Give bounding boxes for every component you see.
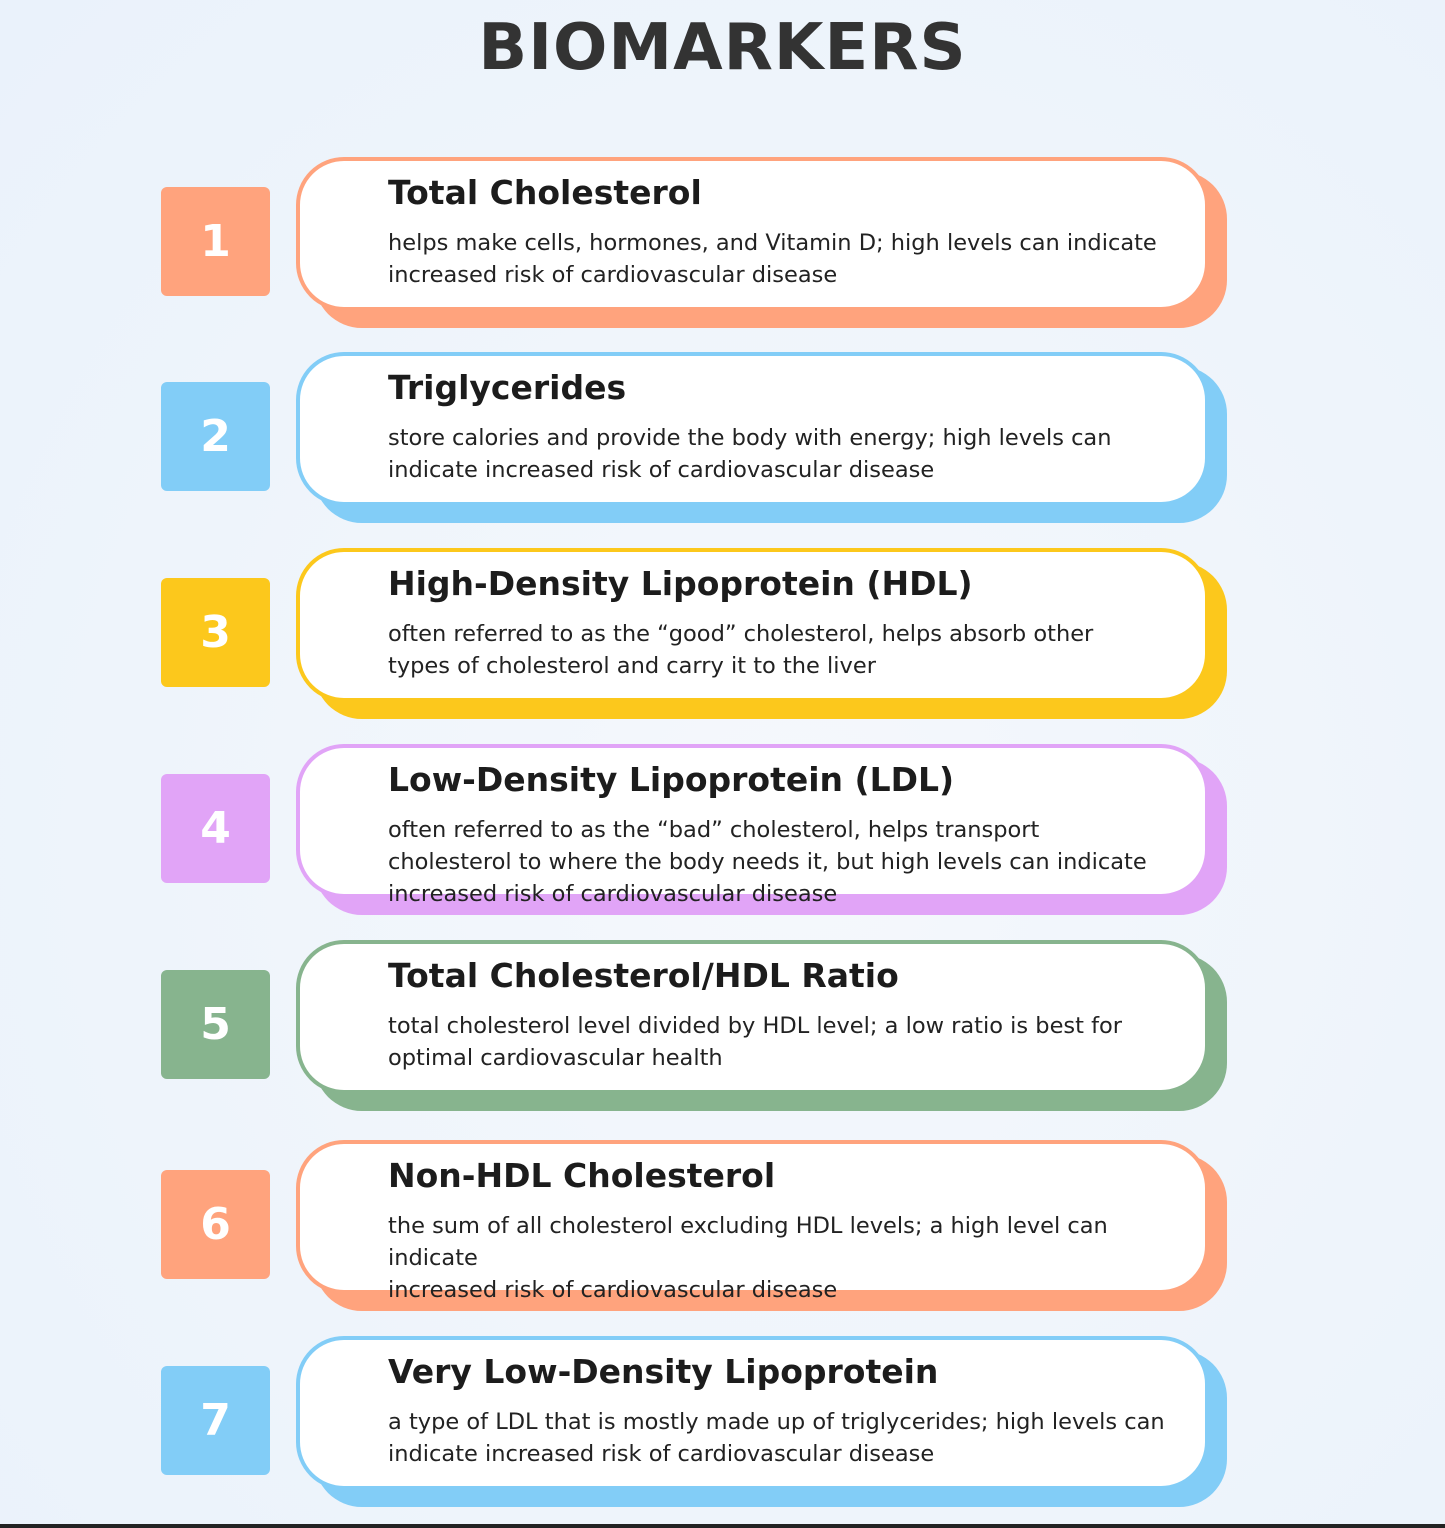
number-badge: 1 — [161, 187, 270, 296]
biomarker-name: Total Cholesterol/HDL Ratio — [388, 956, 899, 995]
biomarker-name: High-Density Lipoprotein (HDL) — [388, 564, 973, 603]
number-badge: 4 — [161, 774, 270, 883]
biomarker-description: often referred to as the “bad” cholesterol, helps transport cholesterol to where the body needs it, but high levels can indicate increased risk of cardiovascular disease — [388, 817, 1147, 907]
biomarker-description: helps make cells, hormones, and Vitamin D; high levels can indicate increased risk of cardiovascular disease — [388, 230, 1157, 288]
biomarker-description: total cholesterol level divided by HDL level; a low ratio is best for optimal cardiovascular health — [388, 1013, 1123, 1071]
number-badge: 6 — [161, 1170, 270, 1279]
page-title: BIOMARKERS — [478, 11, 967, 85]
biomarker-name: Very Low-Density Lipoprotein — [388, 1352, 939, 1391]
biomarker-description: often referred to as the “good” cholesterol, helps absorb other types of cholesterol and carry it to the liver — [388, 621, 1094, 679]
biomarker-item-1 — [0, 157, 1445, 332]
biomarker-description: the sum of all cholesterol excluding HDL levels; a high level can indicate increased risk of cardiovascular disease — [388, 1213, 1108, 1303]
biomarker-item-7 — [0, 1336, 1445, 1511]
biomarker-name: Total Cholesterol — [388, 173, 702, 212]
biomarker-name: Triglycerides — [388, 368, 627, 407]
number-badge: 5 — [161, 970, 270, 1079]
biomarker-item-5 — [0, 940, 1445, 1115]
number-badge: 7 — [161, 1366, 270, 1475]
number-badge: 3 — [161, 578, 270, 687]
biomarker-item-4 — [0, 744, 1445, 919]
biomarker-item-3 — [0, 548, 1445, 723]
biomarker-name: Non-HDL Cholesterol — [388, 1156, 776, 1195]
biomarker-description: a type of LDL that is mostly made up of triglycerides; high levels can indicate increased risk of cardiovascular disease — [388, 1409, 1165, 1467]
biomarker-description: store calories and provide the body with energy; high levels can indicate increased risk of cardiovascular disease — [388, 425, 1112, 483]
biomarker-item-2 — [0, 352, 1445, 527]
biomarker-item-6 — [0, 1140, 1445, 1315]
bottom-border — [0, 1524, 1445, 1528]
number-badge: 2 — [161, 382, 270, 491]
biomarker-name: Low-Density Lipoprotein (LDL) — [388, 760, 955, 799]
